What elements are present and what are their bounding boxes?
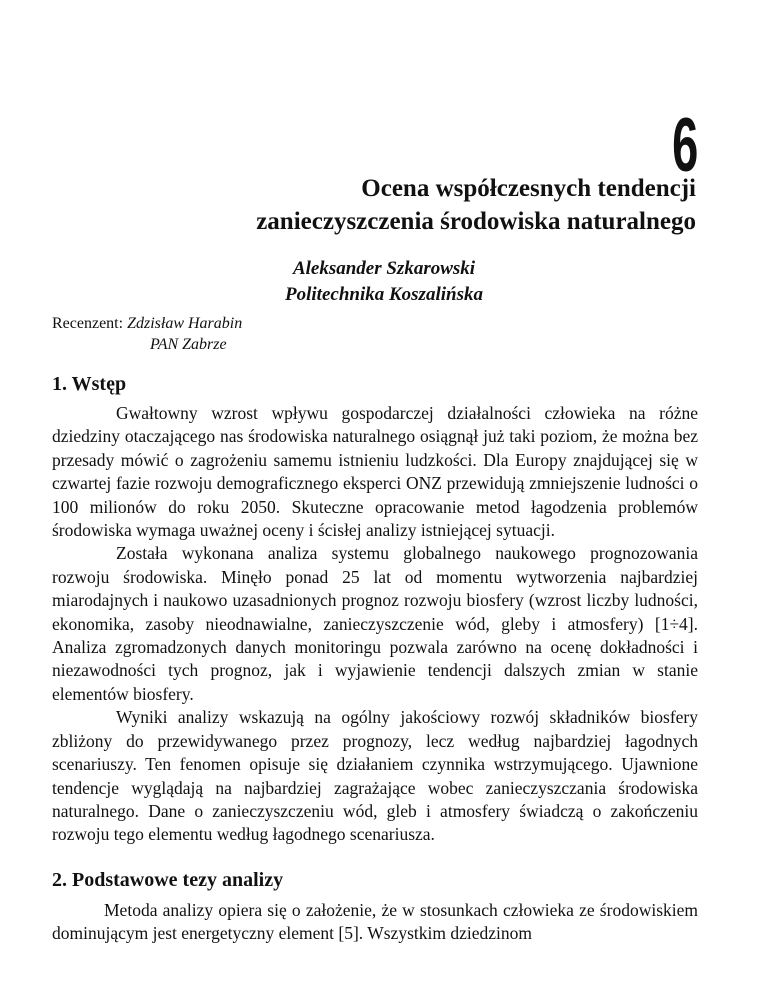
section-heading-basic: 2. Podstawowe tezy analizy [52, 869, 284, 891]
reviewer-block [52, 313, 242, 355]
chapter-title-line-1: Ocena współczesnych tendencji [361, 175, 696, 202]
section-heading-intro: 1. Wstęp [52, 373, 127, 395]
section-body-intro [52, 402, 698, 847]
paragraph: Wyniki analizy wskazują na ogólny jakościowy rozwój składników biosfery zbliżony do przewidywanego przez prognozy, lecz według najbardziej łagodnych scenariuszy. Ten fenomen opisuje się działaniem czynnika wstrzymującego. Ujawnione tendencje wyglądają na najbardziej zagrażające wobec zanieczyszczania środowiska naturalnego. Dane o zanieczyszczeniu wód, gleb i atmosfery świadczą o zakończeniu rozwoju tego elementu według łagodnego scenariusza. [52, 707, 698, 845]
chapter-title-line-2: zanieczyszczenia środowiska naturalnego [256, 208, 696, 235]
author-affiliation: Politechnika Koszalińska [285, 284, 483, 305]
chapter-number: 6 [671, 103, 698, 188]
reviewer-institution: PAN Zabrze [150, 336, 227, 353]
author-name: Aleksander Szkarowski [292, 258, 476, 279]
paragraph: Została wykonana analiza systemu globalnego naukowego prognozowania rozwoju środowiska. Minęło ponad 25 lat od momentu wytworzenia najbardziej miarodajnych i naukowo uzasadnionych prognoz rozwoju biosfery (wzrost liczby ludności, ekonomika, zasoby nieodnawialne, zanieczyszczenie wód, gleby i atmosfery) [1÷4]. Analiza zgromadzonych danych monitoringu pozwala zarówno na ocenę dokładności i niezawodności tych prognoz, jak i wyjawienie tendencji dalszych zmian w stanie elementów biosfery. [52, 543, 698, 704]
paragraph: Gwałtowny wzrost wpływu gospodarczej działalności człowieka na różne dziedziny otaczającego nas środowiska naturalnego osiągnął już taki poziom, że można bez przesady mówić o zagrożeniu samemu istnieniu ludzkości. Dla Europy znajdującej się w czwartej fazie rozwoju demograficznego eksperci ONZ przewidują zmniejszenie ludności o 100 milionów do roku 2050. Skuteczne opracowanie metod łagodzenia problemów środowiska wymaga uważnej oceny i ścisłej analizy istniejącej sytuacji. [52, 403, 698, 541]
paragraph: Metoda analizy opiera się o założenie, że w stosunkach człowieka ze środowiskiem dominującym jest energetyczny element [5]. Wszystkim dziedzinom [52, 900, 698, 944]
reviewer-name: Zdzisław Harabin [127, 315, 243, 332]
chapter-title [96, 172, 696, 238]
author-block [0, 256, 768, 308]
reviewer-label: Recenzent: [52, 315, 128, 332]
section-body-basic [52, 899, 698, 946]
